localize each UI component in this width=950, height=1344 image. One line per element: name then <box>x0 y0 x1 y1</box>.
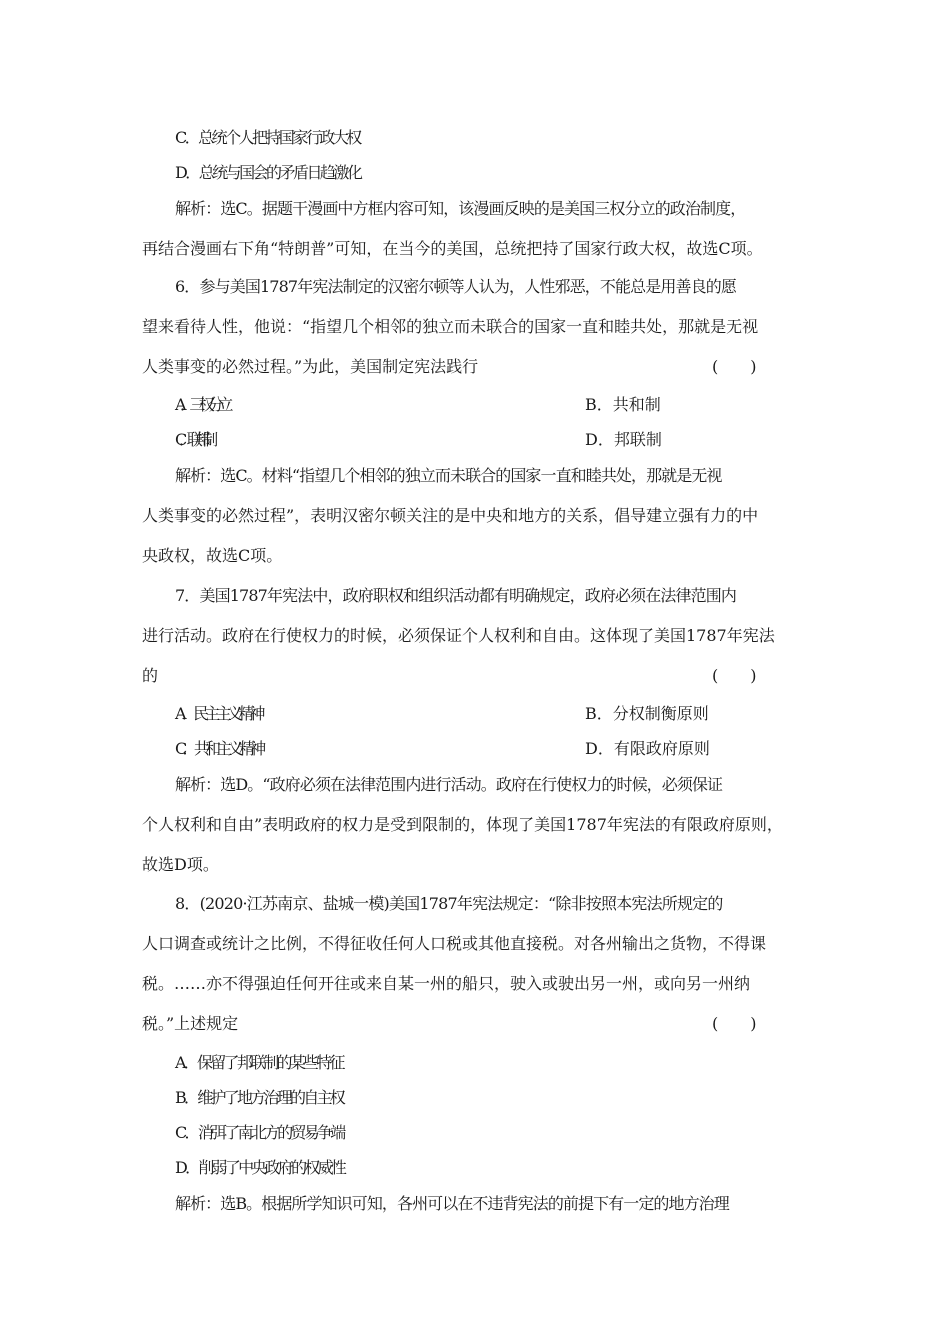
q7-analysis-line-1: 解析：选D。“政府必须在法律范围内进行活动。政府在行使权力的时候，必须保证 <box>175 775 723 794</box>
q8-stem-line-2: 人口调查或统计之比例，不得征收任何人口税或其他直接税。对各州输出之货物，不得课 <box>142 934 767 953</box>
q7-stem-line-3: 的 <box>142 666 159 685</box>
q7-option-b: B．分权制衡原则 <box>585 704 709 723</box>
q7-stem-line-2: 进行活动。政府在行使权力的时候，必须保证个人权利和自由。这体现了美国1787年宪法 <box>142 626 775 645</box>
q8-stem-line-1: 8．(2020·江苏南京、盐城一模)美国1787年宪法规定：“除非按照本宪法所规定的 <box>175 894 723 913</box>
q8-option-d: D．削弱了中央政府的权威性 <box>175 1158 345 1177</box>
q8-stem-line-3: 税。……亦不得强迫任何开往或来自某一州的船只，驶入或驶出另一州，或向另一州纳 <box>142 974 751 993</box>
q7-option-a: A．民主主义精神 <box>175 704 261 723</box>
q8-option-a: A．保留了邦联制的某些特征 <box>175 1053 343 1072</box>
q5-option-c: C．总统个人把持国家行政大权 <box>175 128 360 147</box>
q7-analysis-line-2: 个人权利和自由”表明政府的权力是受到限制的，体现了美国1787年宪法的有限政府原则， <box>142 815 783 834</box>
q5-analysis-line-1: 解析：选C。据题干漫画中方框内容可知，该漫画反映的是美国三权分立的政治制度， <box>175 199 746 218</box>
q8-answer-blank: ( ) <box>712 1014 757 1033</box>
q5-option-d: D．总统与国会的矛盾日趋激化 <box>175 163 361 182</box>
q7-stem-line-1: 7．美国1787年宪法中，政府职权和组织活动都有明确规定，政府必须在法律范围内 <box>175 586 737 605</box>
q6-stem-line-3: 人类事变的必然过程。”为此，美国制定宪法践行 <box>142 357 479 376</box>
q6-stem-line-1: 6．参与美国1787年宪法制定的汉密尔顿等人认为，人性邪恶，不能总是用善良的愿 <box>175 277 737 296</box>
q6-answer-blank: ( ) <box>712 357 757 376</box>
q6-option-a: A．三权分立 <box>175 395 227 414</box>
q6-option-d: D．邦联制 <box>585 430 662 449</box>
q8-stem-line-4: 税。”上述规定 <box>142 1014 239 1033</box>
q6-analysis-line-2: 人类事变的必然过程”，表明汉密尔顿关注的是中央和地方的关系，倡导建立强有力的中 <box>142 506 759 525</box>
q6-stem-line-2: 望来看待人性，他说：“指望几个相邻的独立而未联合的国家一直和睦共处，那就是无视 <box>142 317 759 336</box>
q6-analysis-line-1: 解析：选C。材料“指望几个相邻的独立而未联合的国家一直和睦共处，那就是无视 <box>175 466 722 485</box>
q5-analysis-line-2: 再结合漫画右下角“特朗普”可知，在当今的美国，总统把持了国家行政大权，故选C项。 <box>142 239 763 258</box>
q7-option-d: D．有限政府原则 <box>585 739 710 758</box>
q8-option-c: C．消弭了南北方的贸易争端 <box>175 1123 344 1142</box>
q8-analysis-line-1: 解析：选B。根据所学知识可知，各州可以在不违背宪法的前提下有一定的地方治理 <box>175 1194 729 1213</box>
q7-option-c: C．共和主义精神 <box>175 739 262 758</box>
q7-analysis-line-3: 故选D项。 <box>142 855 219 874</box>
q8-option-b: B．维护了地方治理的自主权 <box>175 1088 344 1107</box>
q6-option-b: B．共和制 <box>585 395 661 414</box>
q6-analysis-line-3: 央政权，故选C项。 <box>142 546 283 565</box>
q6-option-c: C．联邦制 <box>175 430 210 449</box>
q7-answer-blank: ( ) <box>712 666 757 685</box>
